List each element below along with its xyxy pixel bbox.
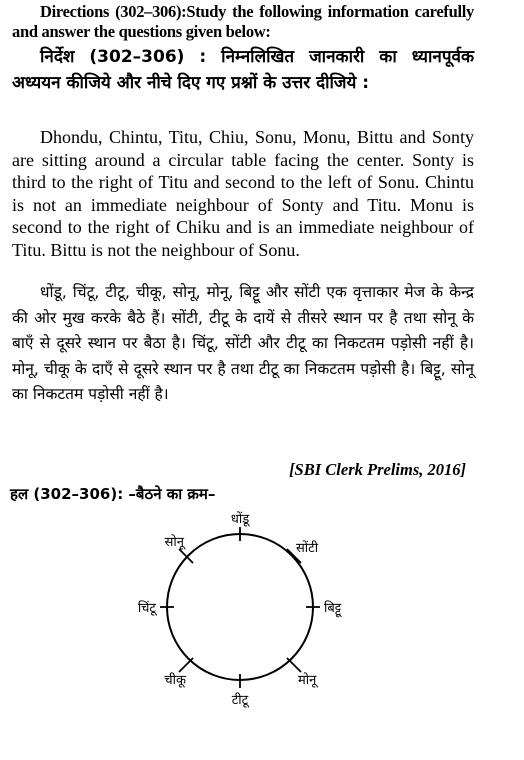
seat-marker-bottom-left	[179, 658, 193, 672]
seat-marker-top-left	[179, 549, 193, 563]
seat-marker-bottom-right	[287, 658, 301, 672]
seat-label-bottom: टीटू	[231, 693, 249, 708]
seat-label-left: चिंटू	[137, 601, 156, 616]
directions-hindi: निर्देश (302–306) : निम्नलिखित जानकारी का ध्यानपूर्वक अध्ययन कीजिये और नीचे दिए गए प्रश्नों के उत्तर दीजिये :	[12, 47, 474, 93]
seating-diagram	[0, 500, 524, 760]
round-table	[164, 534, 313, 680]
puzzle-paragraph-english: Dhondu, Chintu, Titu, Chiu, Sonu, Monu, Bittu and Sonty are sitting around a circular table facing the center. Sonty is third to the right of Titu and second to the left of Sonu. Chintu is not an immediate neighbour of Sonty and Titu. Monu is second to the right of Chiku and is an immediate neighbour of Titu. Bittu is not the neighbour of Sonu.	[12, 127, 474, 260]
exam-citation: [SBI Clerk Prelims, 2016]	[289, 460, 466, 479]
directions-english: Directions (302–306):Study the following information carefully and answer the questions given below:	[12, 2, 474, 41]
puzzle-paragraph-hindi: धोंडू, चिंटू, टीटू, चीकू, सोनू, मोनू, बिट्टू और सोंटी एक वृत्ताकार मेज के केन्द्र की ओर मुख करके बैठे हैं। सोंटी, टीटू के दायें से तीसरे स्थान पर है तथा सोनू के बाएँ से दूसरे स्थान पर बैठा है। चिंटू, सोंटी और टीटू का निकटतम पड़ोसी नहीं है। मोनू, चीकू के दाएँ से दूसरे स्थान पर है तथा टीटू का निकटतम पड़ोसी है। बिट्टू, सोनू का निकटतम पड़ोसी नहीं है।	[12, 283, 474, 403]
seat-label-bottom-right: मोनू	[298, 673, 317, 688]
seat-label-top-left: सोनू	[164, 535, 184, 550]
seat-label-right: बिट्टू	[324, 601, 342, 616]
seat-label-top: धोंडू	[230, 512, 250, 527]
seat-label-top-right: सोंटी	[296, 541, 319, 556]
solution-heading: हल (302–306): –बैठने का क्रम–	[10, 485, 216, 503]
seat-label-bottom-left: चीकू	[164, 673, 186, 688]
